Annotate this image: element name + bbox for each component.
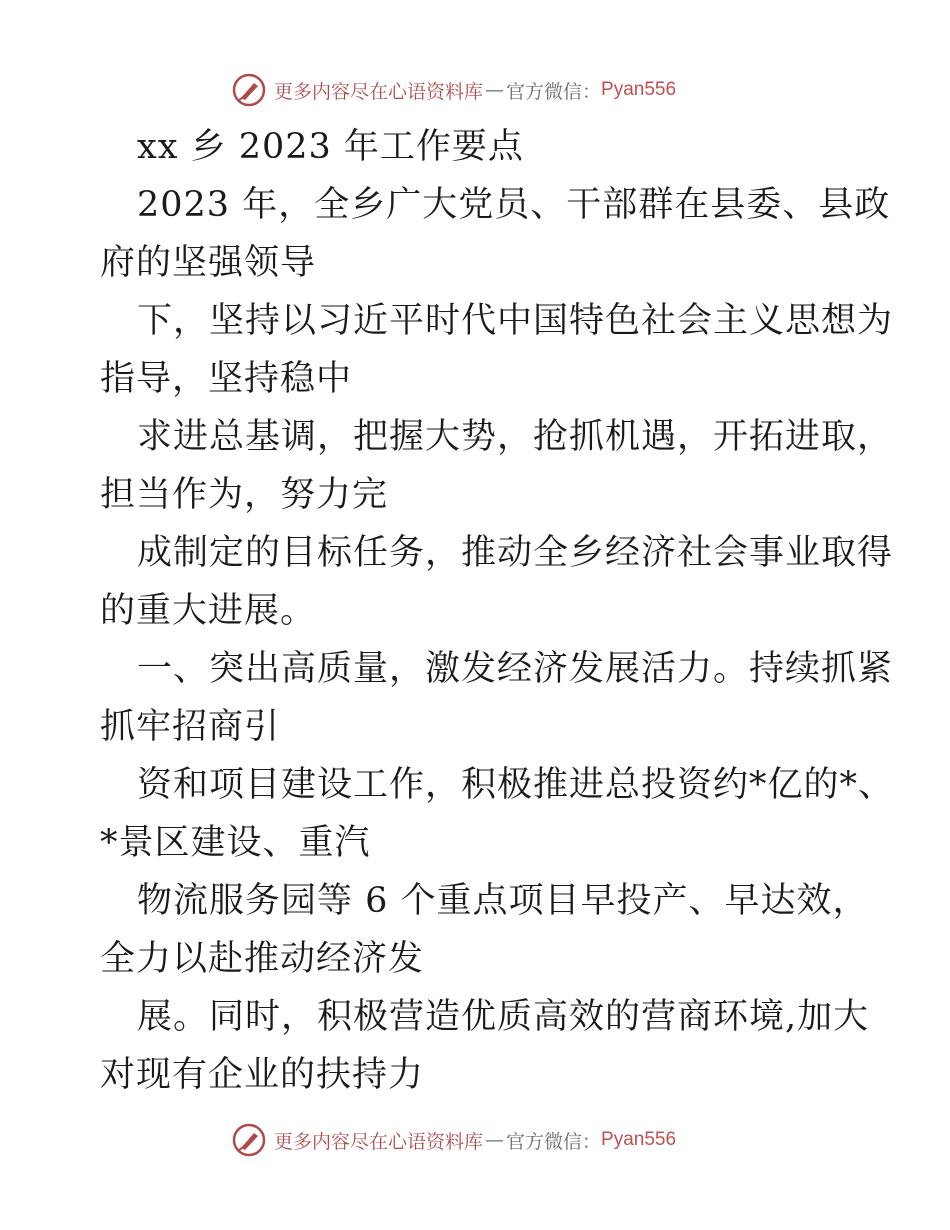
banner-dash: — <box>485 79 505 101</box>
paragraph-line: 抓牢招商引 <box>100 707 281 747</box>
paragraph-line: 担当作为，努力完 <box>100 475 389 515</box>
paragraph-line: 展。同时，积极营造优质高效的营商环境,加大 <box>137 997 870 1037</box>
paragraph-line: 指导，坚持稳中 <box>100 359 353 399</box>
paragraph-line: 成制定的目标任务，推动全乡经济社会事业取得 <box>137 533 894 573</box>
header-banner <box>232 70 676 110</box>
paragraph-line: 的重大进展。 <box>100 591 317 631</box>
banner-site-text: 更多内容尽在心语资料库 <box>274 1130 484 1153</box>
quill-pen-logo-icon <box>232 1123 266 1157</box>
banner-wechat-label: 官方微信： <box>506 80 602 103</box>
banner-wechat-id: Pyan556 <box>601 79 677 100</box>
banner-site-text: 更多内容尽在心语资料库 <box>274 80 484 103</box>
banner-dash: — <box>485 1129 505 1151</box>
paragraph-line: 府的坚强领导 <box>100 243 317 283</box>
paragraph-line: *景区建设、重汽 <box>100 823 371 863</box>
section-heading-line: 一、突出高质量，激发经济发展活力。持续抓紧 <box>137 649 894 689</box>
paragraph-line: 全力以赴推动经济发 <box>100 939 425 979</box>
document-title: xx 乡 2023 年工作要点 <box>137 127 524 167</box>
paragraph-line: 2023 年，全乡广大党员、干部群在县委、县政 <box>137 185 891 225</box>
footer-banner <box>232 1120 676 1160</box>
banner-wechat-label: 官方微信： <box>506 1130 602 1153</box>
paragraph-line: 物流服务园等 6 个重点项目早投产、早达效， <box>137 881 869 921</box>
paragraph-line: 对现有企业的扶持力 <box>100 1055 425 1095</box>
paragraph-line: 下，坚持以习近平时代中国特色社会主义思想为 <box>137 301 894 341</box>
banner-wechat-id: Pyan556 <box>601 1129 677 1150</box>
paragraph-line: 资和项目建设工作，积极推进总投资约*亿的*、 <box>137 765 895 805</box>
quill-pen-logo-icon <box>232 73 266 107</box>
paragraph-line: 求进总基调，把握大势，抢抓机遇，开拓进取， <box>137 417 894 457</box>
